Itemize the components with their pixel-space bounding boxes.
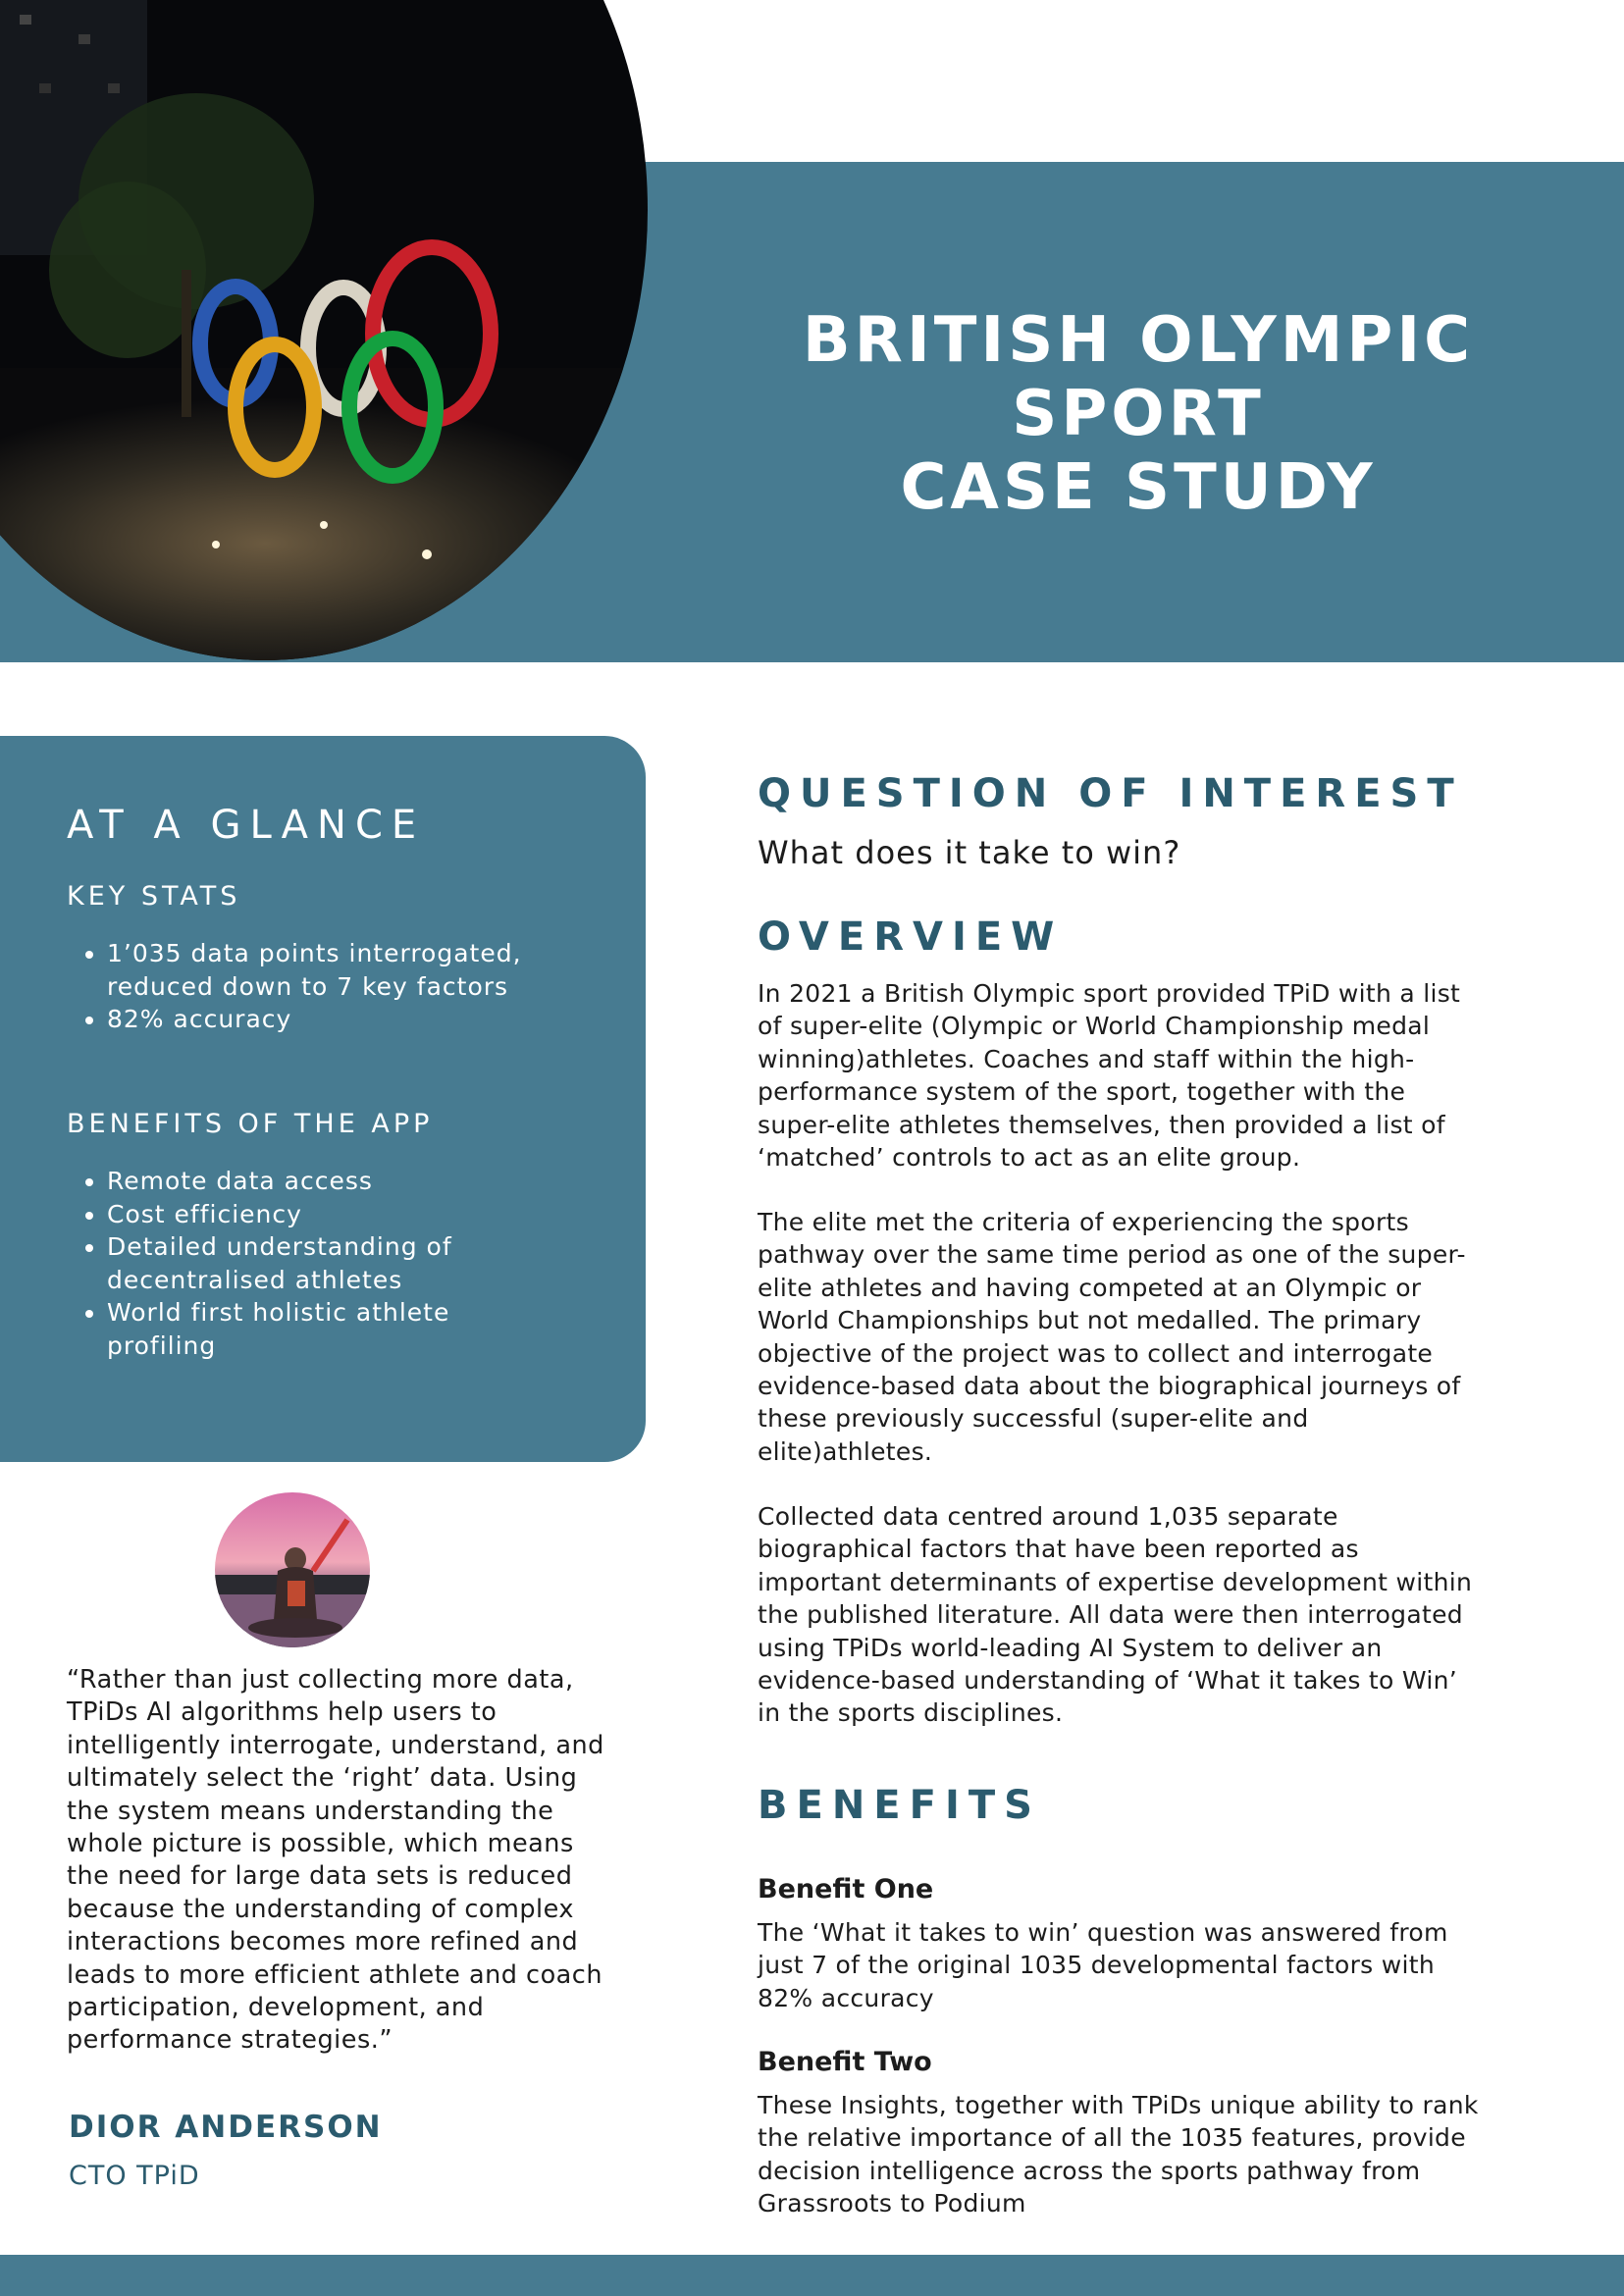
page-title xyxy=(746,304,1531,525)
benefits-of-app-heading: BENEFITS OF THE APP xyxy=(67,1109,434,1139)
olympic-rings-photo xyxy=(0,0,648,660)
benefit-title: Benefit One xyxy=(758,1874,934,1905)
testimonial-role: CTO TPiD xyxy=(69,2161,200,2191)
question-text: What does it take to win? xyxy=(758,834,1181,871)
app-benefits-list xyxy=(67,1165,539,1362)
title-line: BRITISH OLYMPIC xyxy=(802,304,1475,377)
benefit-text: The ‘What it takes to win’ question was answered from just 7 of the original 1035 developmental factors with 82% accuracy xyxy=(758,1918,1448,2012)
testimonial-name: DIOR ANDERSON xyxy=(69,2110,383,2145)
list-item: • 1’035 data points interrogated, reduced down to 7 key factors xyxy=(107,937,539,1003)
at-a-glance-heading: AT A GLANCE xyxy=(67,803,426,848)
benefit-text: These Insights, together with TPiDs unique ability to rank the relative importance of all the 1035 features, provide decision intelligence across the sports pathway from Grassroots to Podium xyxy=(758,2091,1479,2218)
question-heading: QUESTION OF INTEREST xyxy=(758,771,1463,816)
overview-heading: OVERVIEW xyxy=(758,914,1064,960)
list-item: • Remote data access xyxy=(107,1165,539,1198)
benefits-heading: BENEFITS xyxy=(758,1783,1041,1828)
key-stats-heading: KEY STATS xyxy=(67,881,241,912)
kayaker-avatar xyxy=(215,1492,370,1647)
title-line: CASE STUDY xyxy=(900,451,1377,524)
overview-paragraph: Collected data centred around 1,035 separate biographical factors that have been reported as important determinants of expertise development within the published literature. All data were then interrogated using TPiDs world-leading AI System to deliver an evidence-based understanding of ‘What it takes to Win’ in the sports disciplines. xyxy=(758,1502,1473,1728)
overview-paragraph: The elite met the criteria of experiencing the sports pathway over the same time period as one of the super-elite athletes and having competed at an Olympic or World Championships but not medalled. The primary objective of the project was to collect and interrogate evidence-based data about the biographical journeys of these previously successful (super-elite and elite)athletes. xyxy=(758,1208,1466,1466)
list-item: • Cost efficiency xyxy=(107,1198,539,1231)
list-item: • World first holistic athlete profiling xyxy=(107,1296,539,1362)
list-item: • Detailed understanding of decentralised athletes xyxy=(107,1230,539,1296)
list-item: • 82% accuracy xyxy=(107,1003,539,1036)
testimonial-quote: “Rather than just collecting more data, TPiDs AI algorithms help users to intelligently interrogate, understand, and ultimately select the ‘right’ data. Using the system means understanding the whole picture is possible, which means the need for large data sets is reduced because the understanding of complex interactions becomes more refined and leads to more efficient athlete and coach participation, development, and performance strategies.” xyxy=(67,1665,604,2056)
key-stats-list xyxy=(67,937,539,1036)
footer-bar xyxy=(0,2255,1624,2296)
overview-paragraph: In 2021 a British Olympic sport provided TPiD with a list of super-elite (Olympic or World Championship medal winning)athletes. Coaches and staff within the high-performance system of the sport, together with the super-elite athletes themselves, then provided a list of ‘matched’ controls to act as an elite group. xyxy=(758,979,1461,1173)
title-line: SPORT xyxy=(1012,378,1265,450)
benefit-title: Benefit Two xyxy=(758,2047,932,2077)
